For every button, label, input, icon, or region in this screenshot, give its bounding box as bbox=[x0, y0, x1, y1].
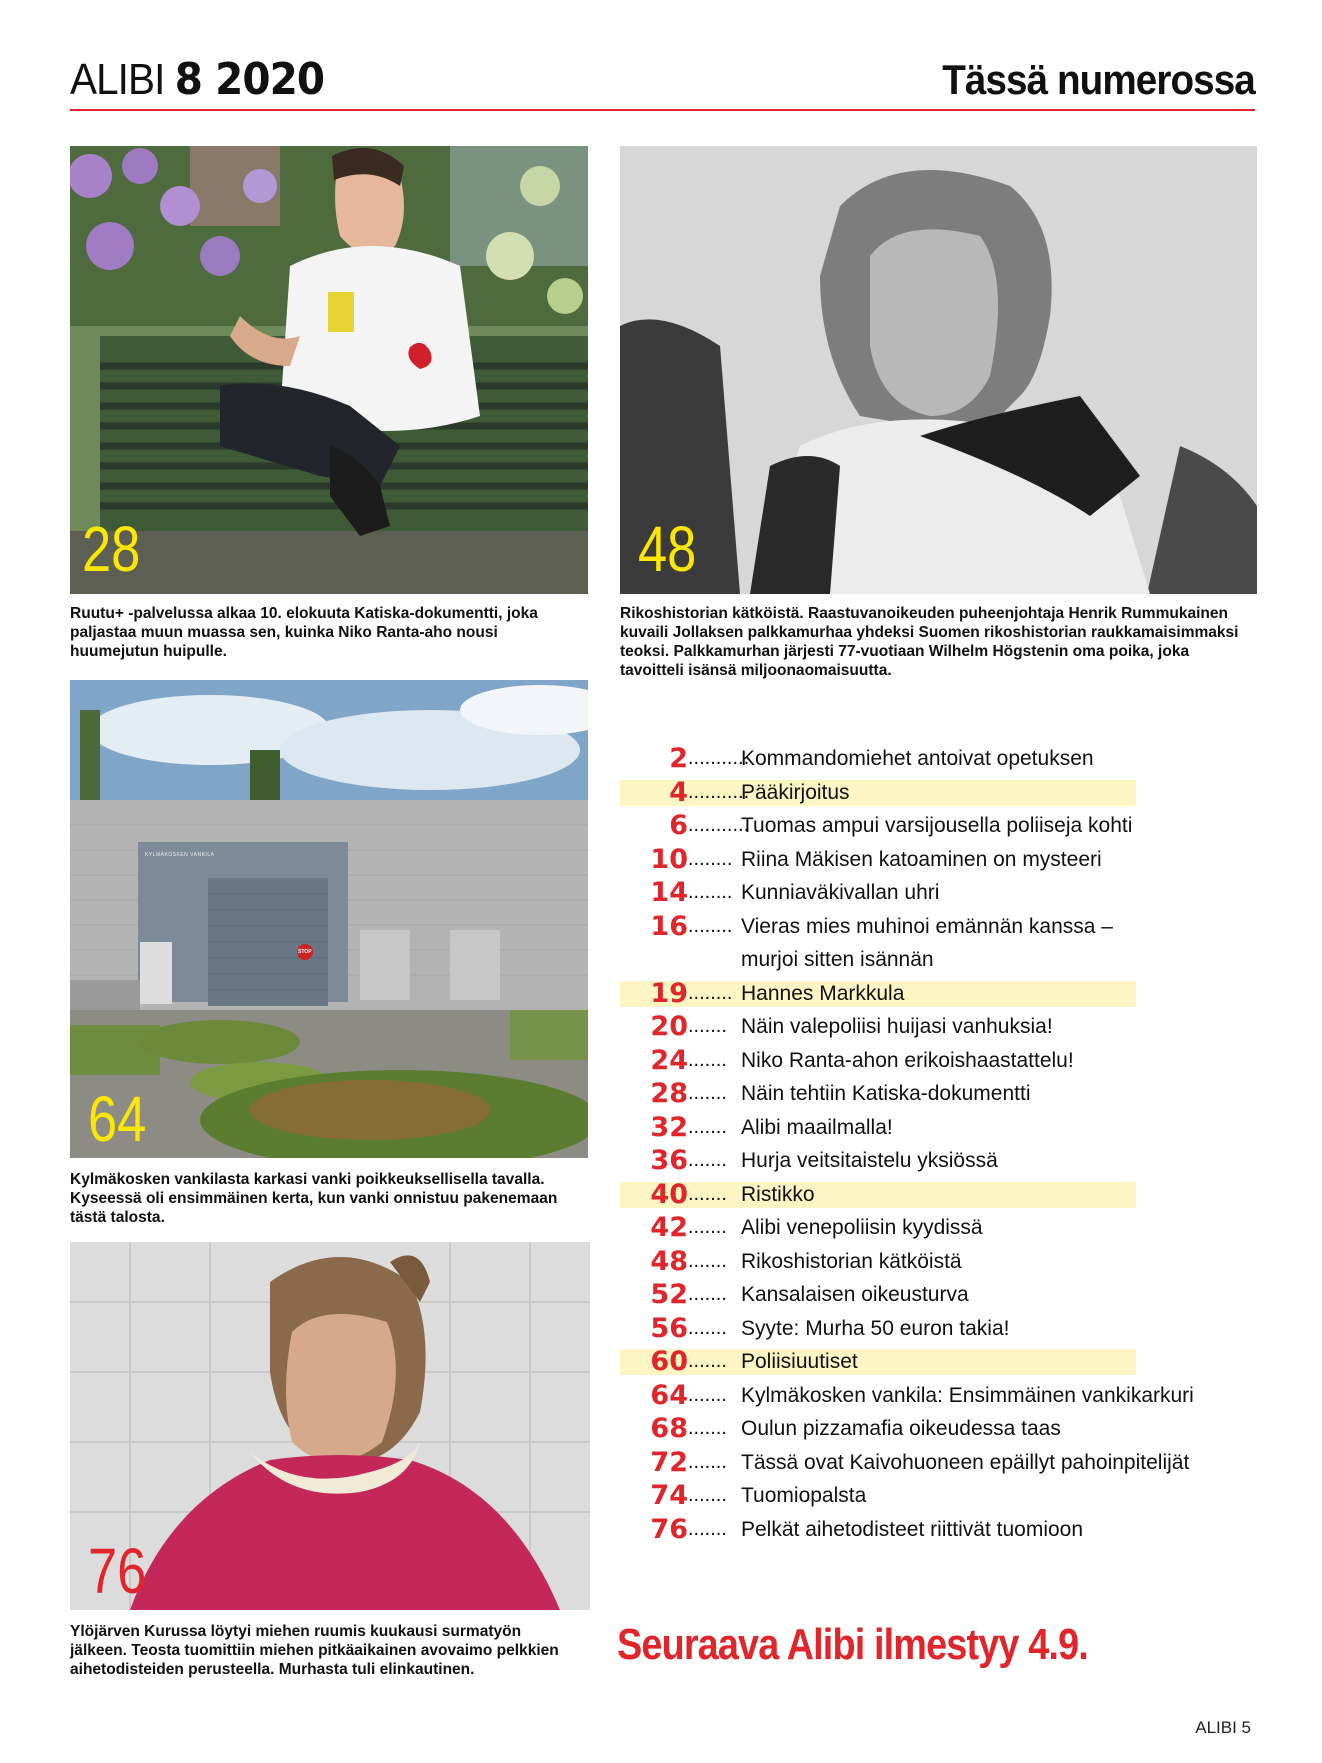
toc-entry bbox=[620, 1412, 1260, 1446]
toc-leader-dots: ....... bbox=[688, 1517, 727, 1540]
toc-title: Syyte: Murha 50 euron takia! bbox=[741, 1316, 1010, 1340]
toc-entry bbox=[620, 843, 1260, 877]
toc-leader-dots: ....... bbox=[688, 1115, 727, 1138]
toc-entry bbox=[620, 1513, 1260, 1547]
toc-page-number: 20 bbox=[650, 1011, 688, 1042]
toc-page-number: 19 bbox=[650, 977, 688, 1009]
toc-page-number: 68 bbox=[650, 1413, 688, 1444]
toc-leader-dots: ....... bbox=[688, 1417, 727, 1439]
photo-prison-building bbox=[70, 680, 588, 1158]
toc-entry bbox=[620, 910, 1260, 944]
toc-title: Pääkirjoitus bbox=[741, 780, 850, 804]
toc-page-number: 42 bbox=[650, 1212, 688, 1243]
photo-caption: Rikoshistorian kätköistä. Raastuvanoikeuden puheenjohtaja Henrik Rummukainen kuvaili Jollaksen palkkamurhaa yhdeksi Suomen rikoshistorian raukkamaisimmaksi teoksi. Palkkamurhan järjesti 77-vuotiaan Wilhelm Högstenin oma poika, joka tavoitteli isänsä miljoonaomaisuutta. bbox=[620, 605, 1239, 679]
toc-page-number: 64 bbox=[650, 1379, 688, 1411]
toc-page-number: 74 bbox=[650, 1480, 688, 1511]
toc-title: Alibi maailmalla! bbox=[741, 1115, 893, 1139]
toc-entry bbox=[620, 1077, 1260, 1111]
table-of-contents bbox=[620, 742, 1260, 1546]
toc-page-number: 72 bbox=[650, 1446, 688, 1478]
toc-entry bbox=[620, 1379, 1260, 1413]
toc-page-number: 24 bbox=[650, 1044, 688, 1076]
prison-sign: KYLMÄKOSKEN VANKILA bbox=[145, 852, 215, 858]
toc-entry bbox=[620, 809, 1260, 843]
page-folio: ALIBI 5 bbox=[1195, 1718, 1251, 1737]
photo-page-number: 48 bbox=[638, 513, 697, 585]
photo-caption: Ylöjärven Kurussa löytyi miehen ruumis kuukausi surmatyön jälkeen. Teosta tuomittiin miehen pitkäaikainen avovaimo pelkkien aihetodisteiden perusteella. Murhasta tuli elinkautinen. bbox=[70, 1623, 559, 1678]
toc-entry bbox=[620, 1312, 1260, 1346]
toc-entry bbox=[620, 742, 1260, 776]
photo-archival-portrait bbox=[620, 146, 1257, 594]
toc-leader-dots: ........... bbox=[688, 747, 750, 769]
toc-leader-dots: ........ bbox=[688, 847, 733, 870]
toc-entry bbox=[620, 1245, 1260, 1279]
toc-entry bbox=[620, 977, 1260, 1011]
toc-page-number: 40 bbox=[650, 1178, 688, 1210]
toc-entry bbox=[620, 943, 1260, 977]
toc-entry bbox=[620, 1345, 1260, 1379]
toc-leader-dots: ....... bbox=[688, 1350, 727, 1372]
photo-caption: Ruutu+ -palvelussa alkaa 10. elokuuta Katiska-dokumentti, joka paljastaa muun muassa sen, kuinka Niko Ranta-aho nousi huumejutun huipulle. bbox=[70, 605, 538, 660]
toc-leader-dots: ....... bbox=[688, 1283, 727, 1305]
toc-entry bbox=[620, 776, 1260, 810]
toc-title: Näin tehtiin Katiska-dokumentti bbox=[741, 1082, 1031, 1105]
toc-page-number: 52 bbox=[650, 1279, 688, 1310]
toc-title: Ristikko bbox=[741, 1182, 815, 1206]
toc-leader-dots: ....... bbox=[688, 1216, 727, 1238]
toc-entry bbox=[620, 1479, 1260, 1513]
toc-title: Kunniaväkivallan uhri bbox=[741, 881, 940, 904]
toc-title: Riina Mäkisen katoaminen on mysteeri bbox=[741, 847, 1102, 871]
toc-title: Pelkät aihetodisteet riittivät tuomioon bbox=[741, 1517, 1084, 1541]
toc-title: Tuomas ampui varsijousella poliiseja kohti bbox=[741, 814, 1133, 837]
photo-man-on-bench bbox=[70, 146, 588, 594]
toc-entry bbox=[620, 876, 1260, 910]
toc-page-number: 60 bbox=[650, 1346, 688, 1377]
toc-entry bbox=[620, 1211, 1260, 1245]
toc-entry bbox=[620, 1044, 1260, 1078]
stop-sign: STOP bbox=[298, 949, 312, 955]
toc-title: murjoi sitten isännän bbox=[741, 948, 934, 971]
toc-title: Vieras mies muhinoi emännän kanssa – bbox=[741, 914, 1113, 938]
magazine-name: ALIBI bbox=[70, 55, 165, 104]
toc-entry bbox=[620, 1446, 1260, 1480]
toc-page-number: 10 bbox=[650, 843, 688, 875]
photo-caption: Kylmäkosken vankilasta karkasi vanki poikkeuksellisella tavalla. Kyseessä oli ensimmäinen kerta, kun vanki onnistuu pakenemaan tästä talosta. bbox=[70, 1171, 558, 1226]
section-title: Tässä numerossa bbox=[942, 56, 1255, 103]
toc-leader-dots: ........... bbox=[688, 814, 750, 836]
toc-entry bbox=[620, 1144, 1260, 1178]
toc-leader-dots: ........... bbox=[688, 780, 750, 803]
toc-page-number: 16 bbox=[650, 910, 688, 942]
toc-leader-dots: ....... bbox=[688, 1082, 727, 1104]
toc-title: Kylmäkosken vankila: Ensimmäinen vankikarkuri bbox=[741, 1383, 1194, 1407]
toc-page-number: 2 bbox=[669, 743, 688, 774]
toc-title: Hurja veitsitaistelu yksiössä bbox=[741, 1149, 998, 1172]
issue-number: 8 2020 bbox=[174, 54, 325, 105]
toc-entry bbox=[620, 1278, 1260, 1312]
toc-leader-dots: ....... bbox=[688, 1015, 727, 1037]
toc-title: Rikoshistorian kätköistä bbox=[741, 1249, 962, 1273]
toc-leader-dots: ........ bbox=[688, 914, 733, 937]
toc-page-number: 6 bbox=[669, 810, 688, 841]
toc-leader-dots: ....... bbox=[688, 1149, 727, 1171]
toc-title: Kommandomiehet antoivat opetuksen bbox=[741, 747, 1094, 770]
toc-page-number: 32 bbox=[650, 1111, 688, 1143]
toc-page-number: 4 bbox=[669, 776, 688, 808]
toc-page-number: 36 bbox=[650, 1145, 688, 1176]
toc-title: Näin valepoliisi huijasi vanhuksia! bbox=[741, 1015, 1053, 1038]
toc-title: Tuomiopalsta bbox=[741, 1484, 867, 1507]
toc-page-number: 14 bbox=[650, 877, 688, 908]
masthead bbox=[70, 55, 324, 105]
toc-title: Poliisiuutiset bbox=[741, 1350, 858, 1373]
toc-page-number: 56 bbox=[650, 1312, 688, 1344]
photo-page-number: 28 bbox=[82, 513, 141, 585]
toc-entry bbox=[620, 1178, 1260, 1212]
toc-leader-dots: ....... bbox=[688, 1048, 727, 1071]
toc-leader-dots: ....... bbox=[688, 1182, 727, 1205]
toc-leader-dots: ....... bbox=[688, 1249, 727, 1272]
toc-title: Alibi venepoliisin kyydissä bbox=[741, 1216, 983, 1239]
toc-title: Oulun pizzamafia oikeudessa taas bbox=[741, 1417, 1061, 1440]
toc-page-number: 28 bbox=[650, 1078, 688, 1109]
toc-entry bbox=[620, 1111, 1260, 1145]
toc-leader-dots: ....... bbox=[688, 1383, 727, 1406]
next-issue-notice: Seuraava Alibi ilmestyy 4.9. bbox=[617, 1620, 1088, 1669]
page-header bbox=[70, 55, 1255, 111]
toc-leader-dots: ....... bbox=[688, 1484, 727, 1506]
toc-entry bbox=[620, 1010, 1260, 1044]
toc-leader-dots: ....... bbox=[688, 1450, 727, 1473]
toc-title: Tässä ovat Kaivohuoneen epäillyt pahoinpitelijät bbox=[741, 1450, 1190, 1474]
toc-page-number: 76 bbox=[650, 1513, 688, 1545]
photo-page-number: 76 bbox=[88, 1535, 147, 1607]
toc-leader-dots: ........ bbox=[688, 881, 733, 903]
toc-title: Hannes Markkula bbox=[741, 981, 905, 1005]
toc-leader-dots: ........ bbox=[688, 981, 733, 1004]
toc-title: Niko Ranta-ahon erikoishaastattelu! bbox=[741, 1048, 1074, 1072]
toc-title: Kansalaisen oikeusturva bbox=[741, 1283, 969, 1306]
toc-leader-dots: ....... bbox=[688, 1316, 727, 1339]
toc-page-number: 48 bbox=[650, 1245, 688, 1277]
photo-page-number: 64 bbox=[88, 1083, 147, 1155]
photo-woman-surveillance bbox=[70, 1242, 590, 1610]
